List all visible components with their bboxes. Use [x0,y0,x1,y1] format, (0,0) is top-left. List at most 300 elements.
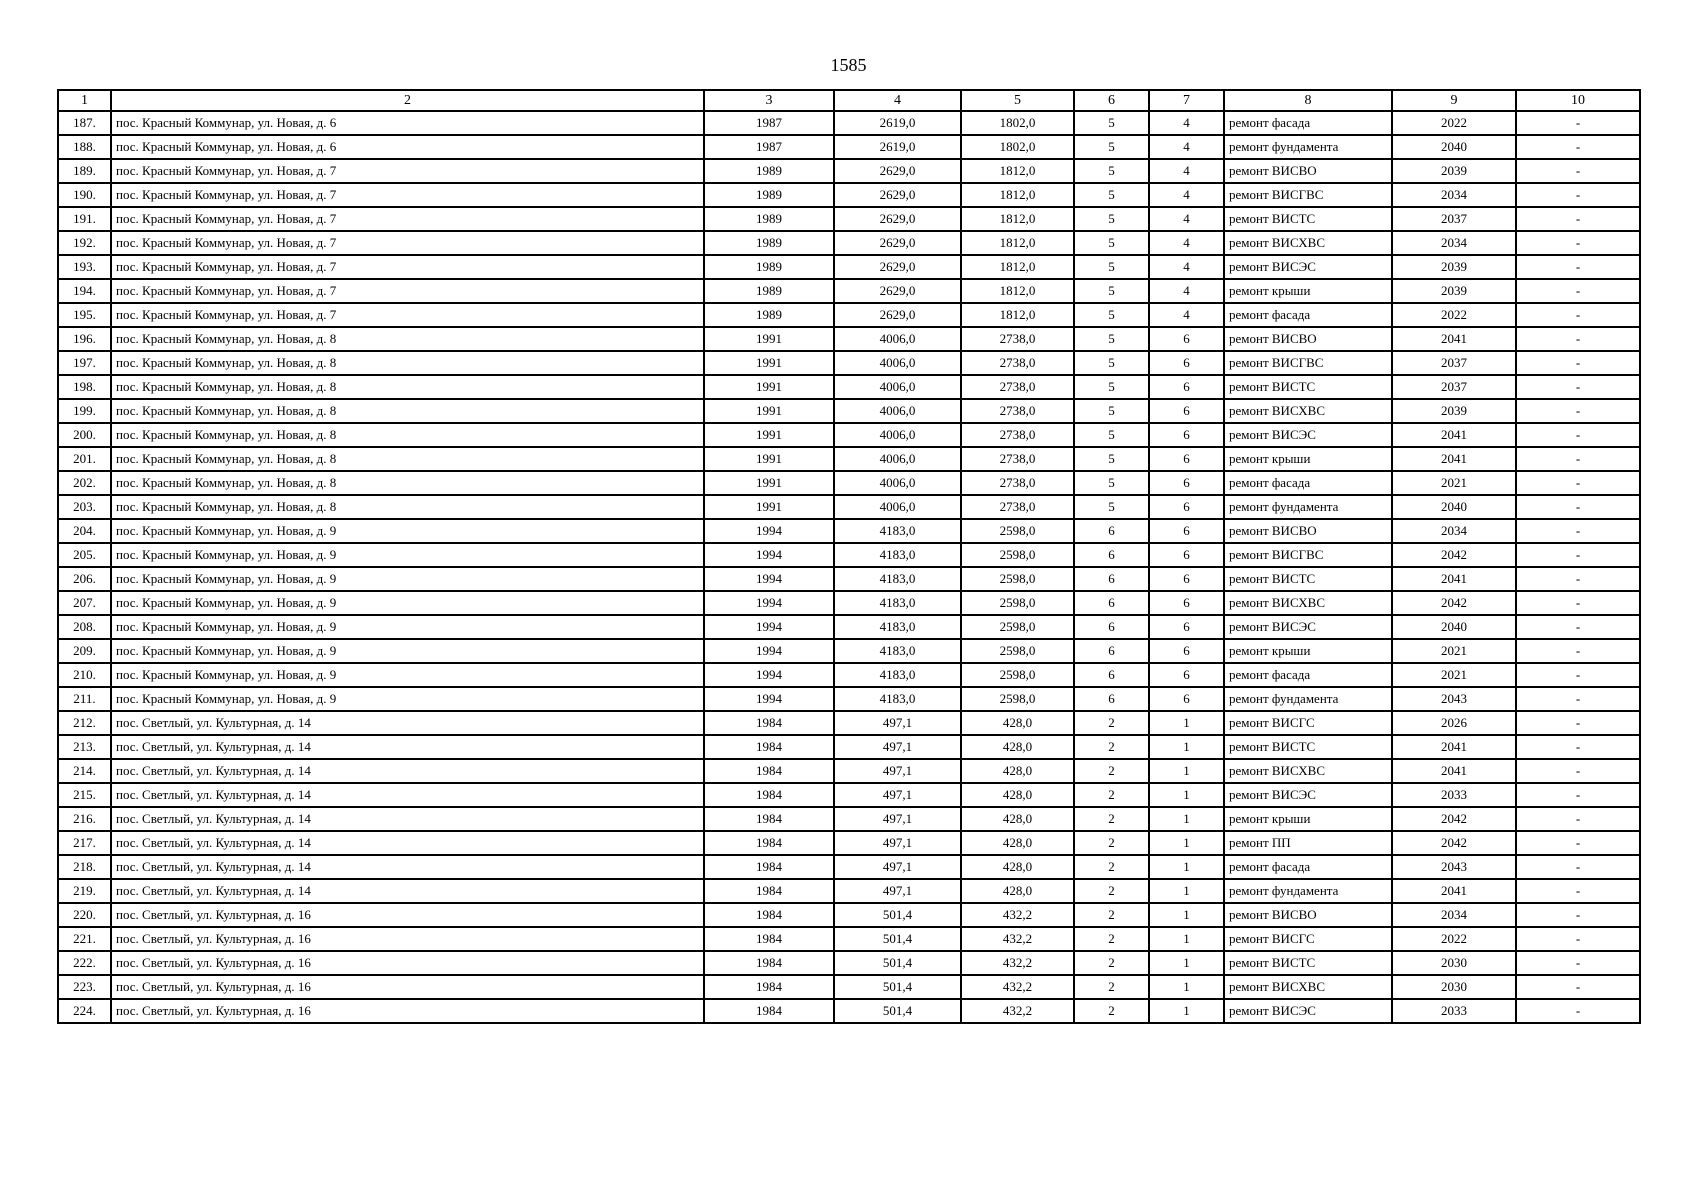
year-built-cell: 1991 [704,375,834,399]
floors-cell: 2 [1074,951,1149,975]
total-area-cell: 497,1 [834,783,961,807]
floors-cell: 5 [1074,303,1149,327]
note-cell: - [1516,735,1640,759]
address-cell: пос. Красный Коммунар, ул. Новая, д. 8 [111,375,704,399]
floors-cell: 2 [1074,975,1149,999]
entrances-cell: 6 [1149,423,1224,447]
address-cell: пос. Светлый, ул. Культурная, д. 14 [111,831,704,855]
row-number-cell: 210. [58,663,111,687]
note-cell: - [1516,759,1640,783]
work-type-cell: ремонт фасада [1224,855,1392,879]
note-cell: - [1516,471,1640,495]
address-cell: пос. Красный Коммунар, ул. Новая, д. 8 [111,351,704,375]
floors-cell: 5 [1074,447,1149,471]
total-area-cell: 2629,0 [834,183,961,207]
living-area-cell: 1812,0 [961,183,1074,207]
year-built-cell: 1989 [704,183,834,207]
floors-cell: 2 [1074,879,1149,903]
note-cell: - [1516,303,1640,327]
note-cell: - [1516,327,1640,351]
floors-cell: 2 [1074,759,1149,783]
total-area-cell: 4006,0 [834,447,961,471]
living-area-cell: 432,2 [961,951,1074,975]
planned-year-cell: 2030 [1392,951,1516,975]
planned-year-cell: 2037 [1392,351,1516,375]
note-cell: - [1516,831,1640,855]
work-type-cell: ремонт ПП [1224,831,1392,855]
year-built-cell: 1984 [704,879,834,903]
living-area-cell: 2738,0 [961,495,1074,519]
note-cell: - [1516,399,1640,423]
total-area-cell: 501,4 [834,999,961,1023]
floors-cell: 5 [1074,255,1149,279]
table-row [58,471,1640,495]
work-type-cell: ремонт ВИСЭС [1224,999,1392,1023]
year-built-cell: 1991 [704,399,834,423]
living-area-cell: 2738,0 [961,375,1074,399]
row-number-cell: 211. [58,687,111,711]
table-row [58,831,1640,855]
column-header: 2 [111,90,704,111]
planned-year-cell: 2022 [1392,111,1516,135]
table-row [58,663,1640,687]
note-cell: - [1516,159,1640,183]
year-built-cell: 1984 [704,759,834,783]
entrances-cell: 6 [1149,543,1224,567]
floors-cell: 5 [1074,135,1149,159]
entrances-cell: 1 [1149,879,1224,903]
total-area-cell: 4006,0 [834,351,961,375]
planned-year-cell: 2034 [1392,231,1516,255]
living-area-cell: 428,0 [961,879,1074,903]
work-type-cell: ремонт фасада [1224,303,1392,327]
table-row [58,207,1640,231]
note-cell: - [1516,519,1640,543]
living-area-cell: 2598,0 [961,591,1074,615]
column-header: 5 [961,90,1074,111]
total-area-cell: 501,4 [834,951,961,975]
year-built-cell: 1984 [704,807,834,831]
row-number-cell: 188. [58,135,111,159]
column-header: 7 [1149,90,1224,111]
year-built-cell: 1994 [704,567,834,591]
repair-schedule-table [57,89,1641,1024]
table-row [58,975,1640,999]
work-type-cell: ремонт ВИСГВС [1224,543,1392,567]
table-row [58,759,1640,783]
address-cell: пос. Красный Коммунар, ул. Новая, д. 9 [111,639,704,663]
planned-year-cell: 2022 [1392,927,1516,951]
address-cell: пос. Красный Коммунар, ул. Новая, д. 9 [111,591,704,615]
floors-cell: 5 [1074,327,1149,351]
table-row [58,135,1640,159]
planned-year-cell: 2022 [1392,303,1516,327]
address-cell: пос. Светлый, ул. Культурная, д. 16 [111,951,704,975]
row-number-cell: 195. [58,303,111,327]
table-row [58,951,1640,975]
address-cell: пос. Красный Коммунар, ул. Новая, д. 7 [111,279,704,303]
planned-year-cell: 2039 [1392,279,1516,303]
row-number-cell: 217. [58,831,111,855]
planned-year-cell: 2042 [1392,831,1516,855]
floors-cell: 5 [1074,207,1149,231]
total-area-cell: 497,1 [834,807,961,831]
row-number-cell: 200. [58,423,111,447]
address-cell: пос. Светлый, ул. Культурная, д. 14 [111,879,704,903]
living-area-cell: 428,0 [961,831,1074,855]
entrances-cell: 4 [1149,231,1224,255]
row-number-cell: 198. [58,375,111,399]
total-area-cell: 4183,0 [834,567,961,591]
note-cell: - [1516,495,1640,519]
planned-year-cell: 2040 [1392,495,1516,519]
floors-cell: 2 [1074,831,1149,855]
floors-cell: 6 [1074,519,1149,543]
entrances-cell: 1 [1149,711,1224,735]
address-cell: пос. Светлый, ул. Культурная, д. 16 [111,903,704,927]
year-built-cell: 1991 [704,471,834,495]
year-built-cell: 1984 [704,999,834,1023]
living-area-cell: 1802,0 [961,135,1074,159]
table-row [58,879,1640,903]
floors-cell: 5 [1074,375,1149,399]
planned-year-cell: 2030 [1392,975,1516,999]
year-built-cell: 1994 [704,663,834,687]
living-area-cell: 428,0 [961,735,1074,759]
planned-year-cell: 2021 [1392,639,1516,663]
table-row [58,423,1640,447]
work-type-cell: ремонт ВИСЭС [1224,423,1392,447]
column-header: 3 [704,90,834,111]
total-area-cell: 497,1 [834,711,961,735]
work-type-cell: ремонт ВИСВО [1224,519,1392,543]
address-cell: пос. Светлый, ул. Культурная, д. 14 [111,759,704,783]
planned-year-cell: 2041 [1392,735,1516,759]
total-area-cell: 4006,0 [834,423,961,447]
planned-year-cell: 2041 [1392,879,1516,903]
total-area-cell: 4183,0 [834,519,961,543]
entrances-cell: 6 [1149,375,1224,399]
note-cell: - [1516,423,1640,447]
note-cell: - [1516,447,1640,471]
entrances-cell: 1 [1149,759,1224,783]
note-cell: - [1516,543,1640,567]
address-cell: пос. Светлый, ул. Культурная, д. 16 [111,975,704,999]
address-cell: пос. Светлый, ул. Культурная, д. 14 [111,783,704,807]
note-cell: - [1516,807,1640,831]
year-built-cell: 1994 [704,519,834,543]
row-number-cell: 192. [58,231,111,255]
entrances-cell: 6 [1149,687,1224,711]
living-area-cell: 428,0 [961,759,1074,783]
work-type-cell: ремонт фундамента [1224,879,1392,903]
total-area-cell: 497,1 [834,759,961,783]
row-number-cell: 219. [58,879,111,903]
table-row [58,183,1640,207]
row-number-cell: 204. [58,519,111,543]
entrances-cell: 1 [1149,807,1224,831]
work-type-cell: ремонт фундамента [1224,495,1392,519]
row-number-cell: 214. [58,759,111,783]
entrances-cell: 6 [1149,639,1224,663]
living-area-cell: 2598,0 [961,543,1074,567]
year-built-cell: 1984 [704,951,834,975]
row-number-cell: 196. [58,327,111,351]
row-number-cell: 223. [58,975,111,999]
floors-cell: 6 [1074,591,1149,615]
row-number-cell: 209. [58,639,111,663]
table-row [58,687,1640,711]
note-cell: - [1516,999,1640,1023]
entrances-cell: 4 [1149,303,1224,327]
planned-year-cell: 2041 [1392,567,1516,591]
entrances-cell: 6 [1149,615,1224,639]
note-cell: - [1516,183,1640,207]
entrances-cell: 6 [1149,351,1224,375]
work-type-cell: ремонт ВИСГВС [1224,351,1392,375]
work-type-cell: ремонт ВИСВО [1224,159,1392,183]
total-area-cell: 2629,0 [834,207,961,231]
planned-year-cell: 2039 [1392,399,1516,423]
entrances-cell: 1 [1149,903,1224,927]
year-built-cell: 1991 [704,423,834,447]
year-built-cell: 1989 [704,279,834,303]
total-area-cell: 501,4 [834,903,961,927]
work-type-cell: ремонт ВИСТС [1224,951,1392,975]
row-number-cell: 212. [58,711,111,735]
year-built-cell: 1991 [704,447,834,471]
entrances-cell: 4 [1149,207,1224,231]
work-type-cell: ремонт ВИСГВС [1224,183,1392,207]
entrances-cell: 4 [1149,183,1224,207]
year-built-cell: 1989 [704,303,834,327]
row-number-cell: 222. [58,951,111,975]
table-row [58,495,1640,519]
floors-cell: 5 [1074,279,1149,303]
total-area-cell: 2619,0 [834,135,961,159]
planned-year-cell: 2021 [1392,471,1516,495]
table-row [58,327,1640,351]
note-cell: - [1516,951,1640,975]
entrances-cell: 6 [1149,471,1224,495]
table-row [58,231,1640,255]
floors-cell: 6 [1074,687,1149,711]
work-type-cell: ремонт фундамента [1224,687,1392,711]
row-number-cell: 197. [58,351,111,375]
living-area-cell: 2738,0 [961,399,1074,423]
table-body [58,111,1640,1023]
note-cell: - [1516,687,1640,711]
living-area-cell: 2738,0 [961,423,1074,447]
column-header: 9 [1392,90,1516,111]
floors-cell: 5 [1074,423,1149,447]
table-row [58,375,1640,399]
work-type-cell: ремонт ВИСВО [1224,327,1392,351]
living-area-cell: 428,0 [961,783,1074,807]
column-header: 6 [1074,90,1149,111]
table-row [58,615,1640,639]
planned-year-cell: 2042 [1392,591,1516,615]
living-area-cell: 428,0 [961,807,1074,831]
entrances-cell: 1 [1149,855,1224,879]
address-cell: пос. Светлый, ул. Культурная, д. 14 [111,855,704,879]
address-cell: пос. Красный Коммунар, ул. Новая, д. 9 [111,567,704,591]
total-area-cell: 501,4 [834,975,961,999]
living-area-cell: 428,0 [961,711,1074,735]
table-row [58,783,1640,807]
living-area-cell: 2598,0 [961,639,1074,663]
page-number: 1585 [830,55,867,75]
floors-cell: 5 [1074,351,1149,375]
address-cell: пос. Светлый, ул. Культурная, д. 16 [111,927,704,951]
entrances-cell: 1 [1149,999,1224,1023]
total-area-cell: 2629,0 [834,279,961,303]
year-built-cell: 1984 [704,735,834,759]
work-type-cell: ремонт крыши [1224,807,1392,831]
note-cell: - [1516,903,1640,927]
living-area-cell: 1812,0 [961,207,1074,231]
work-type-cell: ремонт фасада [1224,663,1392,687]
planned-year-cell: 2026 [1392,711,1516,735]
floors-cell: 2 [1074,855,1149,879]
living-area-cell: 1812,0 [961,303,1074,327]
year-built-cell: 1984 [704,975,834,999]
note-cell: - [1516,207,1640,231]
note-cell: - [1516,591,1640,615]
total-area-cell: 4183,0 [834,615,961,639]
row-number-cell: 189. [58,159,111,183]
row-number-cell: 221. [58,927,111,951]
address-cell: пос. Красный Коммунар, ул. Новая, д. 8 [111,423,704,447]
address-cell: пос. Красный Коммунар, ул. Новая, д. 8 [111,447,704,471]
planned-year-cell: 2041 [1392,447,1516,471]
address-cell: пос. Светлый, ул. Культурная, д. 14 [111,711,704,735]
total-area-cell: 4006,0 [834,471,961,495]
entrances-cell: 6 [1149,591,1224,615]
note-cell: - [1516,855,1640,879]
work-type-cell: ремонт ВИСХВС [1224,399,1392,423]
row-number-cell: 224. [58,999,111,1023]
year-built-cell: 1991 [704,327,834,351]
entrances-cell: 4 [1149,255,1224,279]
entrances-cell: 4 [1149,111,1224,135]
living-area-cell: 432,2 [961,927,1074,951]
row-number-cell: 216. [58,807,111,831]
work-type-cell: ремонт ВИСГС [1224,711,1392,735]
row-number-cell: 199. [58,399,111,423]
table-row [58,351,1640,375]
year-built-cell: 1994 [704,543,834,567]
column-header: 1 [58,90,111,111]
living-area-cell: 2738,0 [961,351,1074,375]
table-row [58,639,1640,663]
living-area-cell: 1812,0 [961,231,1074,255]
header-row [58,90,1640,111]
address-cell: пос. Красный Коммунар, ул. Новая, д. 6 [111,135,704,159]
row-number-cell: 194. [58,279,111,303]
total-area-cell: 4006,0 [834,375,961,399]
work-type-cell: ремонт ВИСВО [1224,903,1392,927]
table-row [58,111,1640,135]
row-number-cell: 203. [58,495,111,519]
year-built-cell: 1989 [704,255,834,279]
table-row [58,543,1640,567]
column-header: 10 [1516,90,1640,111]
floors-cell: 5 [1074,231,1149,255]
note-cell: - [1516,231,1640,255]
entrances-cell: 1 [1149,975,1224,999]
total-area-cell: 2619,0 [834,111,961,135]
note-cell: - [1516,615,1640,639]
address-cell: пос. Красный Коммунар, ул. Новая, д. 9 [111,519,704,543]
work-type-cell: ремонт фундамента [1224,135,1392,159]
planned-year-cell: 2041 [1392,423,1516,447]
table-row [58,567,1640,591]
total-area-cell: 4183,0 [834,543,961,567]
total-area-cell: 497,1 [834,855,961,879]
note-cell: - [1516,255,1640,279]
floors-cell: 6 [1074,639,1149,663]
year-built-cell: 1991 [704,351,834,375]
year-built-cell: 1994 [704,639,834,663]
floors-cell: 2 [1074,783,1149,807]
floors-cell: 5 [1074,495,1149,519]
entrances-cell: 4 [1149,279,1224,303]
table-row [58,399,1640,423]
living-area-cell: 428,0 [961,855,1074,879]
total-area-cell: 4183,0 [834,663,961,687]
work-type-cell: ремонт ВИСЭС [1224,255,1392,279]
year-built-cell: 1984 [704,855,834,879]
row-number-cell: 218. [58,855,111,879]
work-type-cell: ремонт ВИСТС [1224,567,1392,591]
floors-cell: 5 [1074,471,1149,495]
planned-year-cell: 2034 [1392,903,1516,927]
table-row [58,807,1640,831]
total-area-cell: 497,1 [834,879,961,903]
floors-cell: 2 [1074,807,1149,831]
note-cell: - [1516,879,1640,903]
living-area-cell: 432,2 [961,903,1074,927]
work-type-cell: ремонт ВИСХВС [1224,759,1392,783]
year-built-cell: 1984 [704,711,834,735]
living-area-cell: 2598,0 [961,663,1074,687]
entrances-cell: 6 [1149,399,1224,423]
address-cell: пос. Светлый, ул. Культурная, д. 14 [111,807,704,831]
planned-year-cell: 2034 [1392,183,1516,207]
note-cell: - [1516,135,1640,159]
address-cell: пос. Красный Коммунар, ул. Новая, д. 8 [111,327,704,351]
floors-cell: 2 [1074,927,1149,951]
year-built-cell: 1994 [704,615,834,639]
address-cell: пос. Красный Коммунар, ул. Новая, д. 7 [111,303,704,327]
row-number-cell: 205. [58,543,111,567]
planned-year-cell: 2042 [1392,543,1516,567]
year-built-cell: 1994 [704,591,834,615]
work-type-cell: ремонт ВИСТС [1224,735,1392,759]
floors-cell: 6 [1074,615,1149,639]
address-cell: пос. Красный Коммунар, ул. Новая, д. 7 [111,231,704,255]
living-area-cell: 1812,0 [961,159,1074,183]
floors-cell: 2 [1074,735,1149,759]
living-area-cell: 2598,0 [961,615,1074,639]
table-row [58,279,1640,303]
row-number-cell: 191. [58,207,111,231]
entrances-cell: 6 [1149,663,1224,687]
living-area-cell: 2738,0 [961,471,1074,495]
total-area-cell: 2629,0 [834,303,961,327]
note-cell: - [1516,111,1640,135]
